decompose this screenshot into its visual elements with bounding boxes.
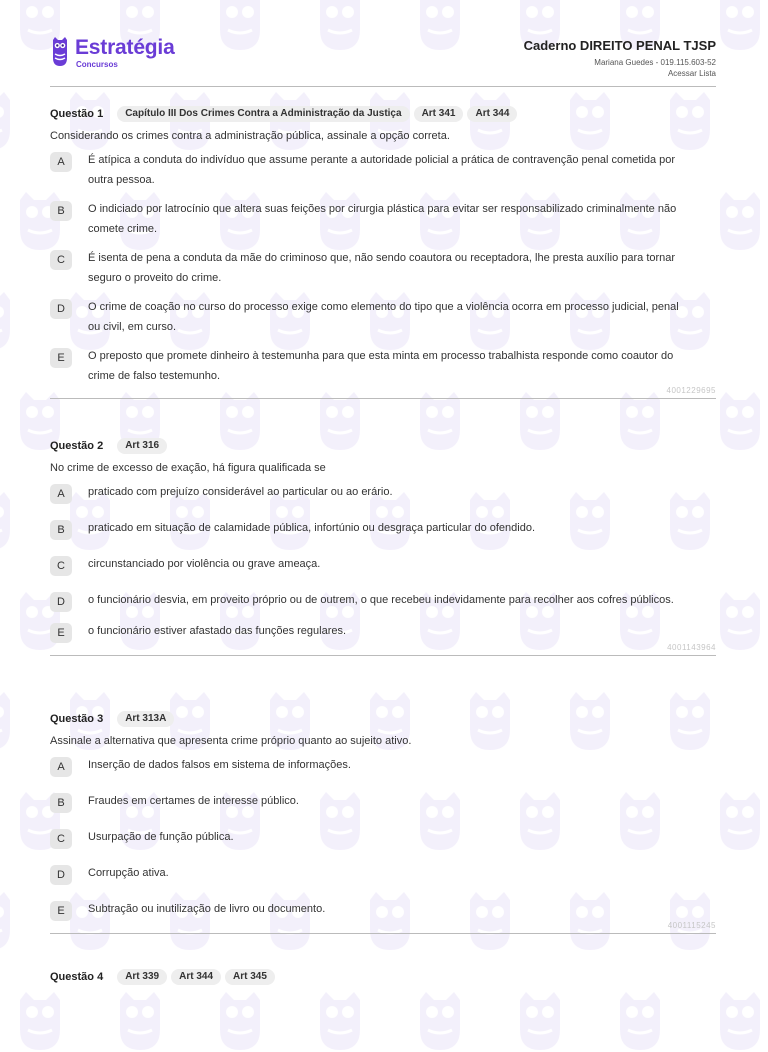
notebook-title: Caderno DIREITO PENAL TJSP xyxy=(523,38,716,53)
option-letter[interactable]: D xyxy=(50,865,72,885)
option-a[interactable] xyxy=(50,483,716,504)
access-list-link[interactable]: Acessar Lista xyxy=(667,69,716,78)
option-letter[interactable]: B xyxy=(50,793,72,813)
option-letter[interactable]: D xyxy=(50,592,72,612)
page-header xyxy=(50,34,716,87)
owl-watermark-icon xyxy=(0,890,18,952)
question-4 xyxy=(50,968,716,986)
option-e[interactable] xyxy=(50,900,716,921)
question-title: Questão 4 xyxy=(50,971,104,983)
question-title: Questão 1 xyxy=(50,108,104,120)
topic-tag[interactable]: Art 345 xyxy=(225,969,275,985)
owl-watermark-icon xyxy=(712,0,768,52)
option-b[interactable] xyxy=(50,519,716,540)
owl-watermark-icon xyxy=(712,990,768,1052)
topic-tag[interactable]: Capítulo III Dos Crimes Contra a Administração da Justiça xyxy=(117,106,409,122)
option-text: Inserção de dados falsos em sistema de informações. xyxy=(88,759,351,771)
options-list xyxy=(50,483,716,643)
option-text: circunstanciado por violência ou grave ameaça. xyxy=(88,558,321,570)
question-statement: Considerando os crimes contra a administração pública, assinale a opção correta. xyxy=(50,130,450,142)
question-title: Questão 2 xyxy=(50,440,104,452)
question-divider xyxy=(50,921,716,934)
option-c[interactable] xyxy=(50,249,716,288)
option-b[interactable] xyxy=(50,792,716,813)
topic-tag[interactable]: Art 344 xyxy=(467,106,517,122)
option-c[interactable] xyxy=(50,828,716,849)
option-letter[interactable]: C xyxy=(50,250,72,270)
option-e[interactable] xyxy=(50,347,716,386)
owl-watermark-icon xyxy=(412,990,468,1052)
owl-watermark-icon xyxy=(312,990,368,1052)
option-letter[interactable]: A xyxy=(50,152,72,172)
options-list xyxy=(50,756,716,921)
topic-tag[interactable]: Art 316 xyxy=(117,438,167,454)
topic-tag[interactable]: Art 341 xyxy=(414,106,464,122)
option-text: Subtração ou inutilização de livro ou documento. xyxy=(88,903,326,915)
option-text: O crime de coação no curso do processo exige como elemento do tipo que a violência ocorra em processo judicial, penal ou civil, em curso. xyxy=(88,301,679,333)
option-d[interactable] xyxy=(50,298,716,337)
option-letter[interactable]: C xyxy=(50,556,72,576)
question-id: 4001229695 xyxy=(666,386,716,395)
owl-watermark-icon xyxy=(112,990,168,1052)
option-text: O indiciado por latrocínio que altera suas feições por cirurgia plástica para evitar ser responsabilizado criminalmente não comete crime. xyxy=(88,203,677,235)
option-letter[interactable]: B xyxy=(50,520,72,540)
question-statement: Assinale a alternativa que apresenta crime próprio quanto ao sujeito ativo. xyxy=(50,735,412,747)
question-title: Questão 3 xyxy=(50,713,104,725)
owl-watermark-icon xyxy=(212,990,268,1052)
owl-watermark-icon xyxy=(712,790,768,852)
option-letter[interactable]: C xyxy=(50,829,72,849)
option-letter[interactable]: E xyxy=(50,348,72,368)
owl-watermark-icon xyxy=(12,990,68,1052)
option-a[interactable] xyxy=(50,756,716,777)
option-text: É isenta de pena a conduta da mãe do criminoso que, não sendo coautora ou receptadora, lhe presta auxílio para tornar seguro o proveito do crime. xyxy=(88,252,676,284)
question-1 xyxy=(50,105,716,399)
question-2 xyxy=(50,437,716,656)
option-text: praticado em situação de calamidade pública, infortúnio ou desgraça particular do ofendido. xyxy=(88,522,536,534)
option-text: Usurpação de função pública. xyxy=(88,831,234,843)
option-a[interactable] xyxy=(50,151,716,190)
owl-watermark-icon xyxy=(712,590,768,652)
question-statement: No crime de excesso de exação, há figura qualificada se xyxy=(50,462,326,474)
owl-watermark-icon xyxy=(0,90,18,152)
option-letter[interactable]: A xyxy=(50,757,72,777)
option-letter[interactable]: E xyxy=(50,623,72,643)
option-letter[interactable]: D xyxy=(50,299,72,319)
option-letter[interactable]: E xyxy=(50,901,72,921)
owl-watermark-icon xyxy=(0,690,18,752)
option-letter[interactable]: B xyxy=(50,201,72,221)
owl-watermark-icon xyxy=(0,490,18,552)
owl-watermark-icon xyxy=(712,190,768,252)
topic-tag[interactable]: Art 344 xyxy=(171,969,221,985)
owl-logo-icon xyxy=(50,36,70,68)
topic-tag[interactable]: Art 313A xyxy=(117,711,174,727)
topic-tag[interactable]: Art 339 xyxy=(117,969,167,985)
owl-watermark-icon xyxy=(612,990,668,1052)
question-divider xyxy=(50,643,716,656)
brand-logo xyxy=(50,36,175,69)
question-3 xyxy=(50,710,716,934)
options-list xyxy=(50,151,716,386)
option-e[interactable] xyxy=(50,622,716,643)
question-id: 4001115245 xyxy=(667,921,716,930)
brand-name: Estratégia xyxy=(75,36,175,59)
question-divider xyxy=(50,386,716,399)
owl-watermark-icon xyxy=(0,290,18,352)
option-text: o funcionário desvia, em proveito próprio ou de outrem, o que recebeu indevidamente para recolher aos cofres públicos. xyxy=(88,594,674,606)
option-b[interactable] xyxy=(50,200,716,239)
brand-subtitle: Concursos xyxy=(76,60,118,69)
option-text: O preposto que promete dinheiro à testemunha para que esta minta em processo trabalhista responde como coautor do crime de falso testemunho. xyxy=(88,350,674,382)
question-id: 4001143964 xyxy=(667,643,716,652)
option-letter[interactable]: A xyxy=(50,484,72,504)
option-text: É atípica a conduta do indivíduo que assume perante a autoridade policial a prática de contravenção penal cometida por outra pessoa. xyxy=(88,154,676,186)
owl-watermark-icon xyxy=(712,390,768,452)
option-d[interactable] xyxy=(50,864,716,885)
option-text: o funcionário estiver afastado das funções regulares. xyxy=(88,625,347,637)
owl-watermark-icon xyxy=(512,990,568,1052)
option-c[interactable] xyxy=(50,555,716,576)
option-text: Corrupção ativa. xyxy=(88,867,169,879)
option-text: praticado com prejuízo considerável ao particular ou ao erário. xyxy=(88,486,393,498)
option-d[interactable] xyxy=(50,591,716,612)
user-info: Mariana Guedes - 019.115.603-52 xyxy=(594,58,716,67)
option-text: Fraudes em certames de interesse público. xyxy=(88,795,299,807)
